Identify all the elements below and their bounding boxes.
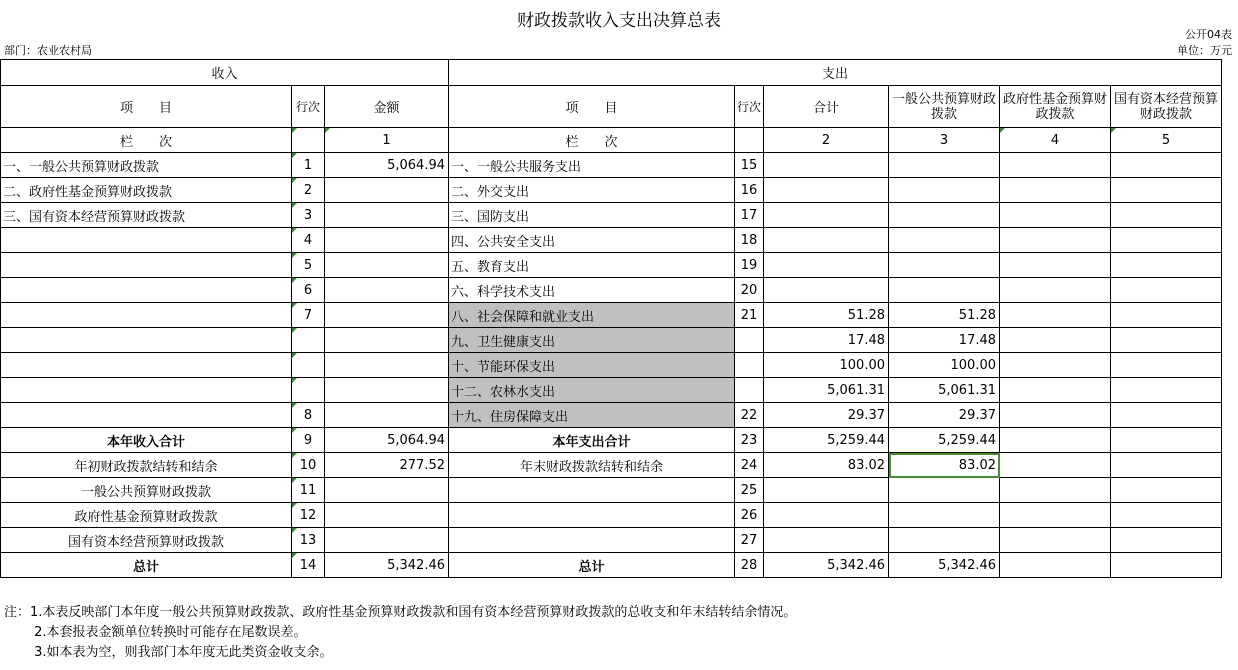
gov-fund-cell <box>1000 178 1111 203</box>
income-amount-cell: 5,064.94 <box>325 428 449 453</box>
gov-fund-cell <box>1000 403 1111 428</box>
income-item-cell <box>1 253 292 278</box>
income-item-cell <box>1 378 292 403</box>
income-rowno-cell <box>292 378 325 403</box>
expense-total-cell <box>764 153 889 178</box>
general-budget-cell <box>889 178 1000 203</box>
expense-total-cell: 83.02 <box>764 453 889 478</box>
summary-row <box>1 478 1222 503</box>
gov-fund-cell <box>1000 203 1111 228</box>
expense-rowno-cell: 25 <box>735 478 764 503</box>
table-row <box>1 278 1222 303</box>
table-row <box>1 353 1222 378</box>
income-rowno-cell: 12 <box>292 503 325 528</box>
expense-rowno-cell <box>735 378 764 403</box>
state-capital-cell <box>1111 228 1222 253</box>
state-capital-cell <box>1111 503 1222 528</box>
income-rowno-header: 行次 <box>292 86 325 128</box>
expense-rowno-cell: 22 <box>735 403 764 428</box>
general-budget-header: 一般公共预算财政拨款 <box>889 86 1000 128</box>
state-capital-cell <box>1111 153 1222 178</box>
note-line: 2.本套报表金额单位转换时可能存在尾数误差。 <box>4 625 307 640</box>
general-budget-cell <box>889 203 1000 228</box>
department-label: 部门：农业农村局 <box>4 44 92 57</box>
expense-total-cell: 5,061.31 <box>764 378 889 403</box>
expense-total-cell <box>764 528 889 553</box>
gov-fund-cell <box>1000 428 1111 453</box>
income-header: 收入 <box>1 60 449 86</box>
expense-total-cell <box>764 253 889 278</box>
general-budget-cell: 83.02 <box>889 453 1000 478</box>
income-amount-cell <box>325 203 449 228</box>
gov-fund-cell <box>1000 303 1111 328</box>
expense-rowno-cell: 19 <box>735 253 764 278</box>
table-row <box>1 228 1222 253</box>
income-item-cell: 国有资本经营预算财政拨款 <box>1 528 292 553</box>
total-header: 合计 <box>764 86 889 128</box>
income-rowno-cell: 3 <box>292 203 325 228</box>
gov-fund-cell <box>1000 553 1111 578</box>
income-rowno-cell: 6 <box>292 278 325 303</box>
gov-fund-cell <box>1000 528 1111 553</box>
expense-item-cell <box>449 503 735 528</box>
expense-rowno-cell: 23 <box>735 428 764 453</box>
unit-label: 单位：万元 <box>1177 44 1232 57</box>
note-line: 注：1.本表反映部门本年度一般公共预算财政拨款、政府性基金预算财政拨款和国有资本经营预算财政拨款的总收支和年末结转结余情况。 <box>4 605 797 620</box>
general-budget-cell: 17.48 <box>889 328 1000 353</box>
income-item-cell: 总计 <box>1 553 292 578</box>
expense-item-cell: 六、科学技术支出 <box>449 278 735 303</box>
expense-rowno-cell: 18 <box>735 228 764 253</box>
state-capital-header: 国有资本经营预算财政拨款 <box>1111 86 1222 128</box>
state-capital-cell <box>1111 428 1222 453</box>
note-line: 3.如本表为空，则我部门本年度无此类资金收支余。 <box>4 645 333 660</box>
form-number: 公开04表 <box>1185 28 1232 41</box>
income-rowno-cell: 9 <box>292 428 325 453</box>
general-budget-cell <box>889 278 1000 303</box>
table-row <box>1 178 1222 203</box>
general-budget-cell: 5,259.44 <box>889 428 1000 453</box>
expense-item-header: 项 目 <box>449 86 735 128</box>
state-capital-cell <box>1111 553 1222 578</box>
expense-rowno-cell: 16 <box>735 178 764 203</box>
income-amount-cell: 5,342.46 <box>325 553 449 578</box>
expense-item-cell: 二、外交支出 <box>449 178 735 203</box>
expense-rowno-cell: 27 <box>735 528 764 553</box>
expense-item-cell: 五、教育支出 <box>449 253 735 278</box>
general-budget-cell: 5,342.46 <box>889 553 1000 578</box>
income-amount-cell: 277.52 <box>325 453 449 478</box>
summary-row <box>1 553 1222 578</box>
income-amount-cell <box>325 478 449 503</box>
expense-item-cell: 本年支出合计 <box>449 428 735 453</box>
budget-table <box>0 59 1222 578</box>
general-budget-cell: 100.00 <box>889 353 1000 378</box>
gov-fund-header: 政府性基金预算财政拨款 <box>1000 86 1111 128</box>
income-rowno-cell: 8 <box>292 403 325 428</box>
expense-item-cell <box>449 478 735 503</box>
expense-item-cell: 年末财政拨款结转和结余 <box>449 453 735 478</box>
expense-rowno-cell: 24 <box>735 453 764 478</box>
state-capital-cell <box>1111 403 1222 428</box>
income-amount-cell <box>325 278 449 303</box>
state-capital-cell <box>1111 478 1222 503</box>
gov-fund-cell <box>1000 503 1111 528</box>
general-budget-cell: 5,061.31 <box>889 378 1000 403</box>
state-capital-cell <box>1111 253 1222 278</box>
expense-total-cell <box>764 278 889 303</box>
expense-header: 支出 <box>449 60 1222 86</box>
general-budget-cell <box>889 153 1000 178</box>
table-row <box>1 403 1222 428</box>
income-rowno-cell: 13 <box>292 528 325 553</box>
col-5-label: 5 <box>1111 128 1222 153</box>
expense-rowno-cell: 26 <box>735 503 764 528</box>
general-budget-cell <box>889 503 1000 528</box>
expense-total-cell <box>764 503 889 528</box>
gov-fund-cell <box>1000 478 1111 503</box>
income-item-cell: 本年收入合计 <box>1 428 292 453</box>
state-capital-cell <box>1111 203 1222 228</box>
summary-row <box>1 453 1222 478</box>
income-amount-cell <box>325 528 449 553</box>
expense-column-label: 栏 次 <box>449 128 735 153</box>
expense-rowno-cell: 21 <box>735 303 764 328</box>
general-budget-cell <box>889 528 1000 553</box>
income-amount-cell <box>325 503 449 528</box>
income-rowno-cell: 4 <box>292 228 325 253</box>
expense-rowno-cell: 28 <box>735 553 764 578</box>
expense-total-cell: 17.48 <box>764 328 889 353</box>
general-budget-cell <box>889 478 1000 503</box>
expense-total-cell: 51.28 <box>764 303 889 328</box>
gov-fund-cell <box>1000 453 1111 478</box>
expense-total-cell: 100.00 <box>764 353 889 378</box>
income-amount-cell <box>325 328 449 353</box>
income-rowno-cell: 5 <box>292 253 325 278</box>
table-row <box>1 328 1222 353</box>
general-budget-cell <box>889 228 1000 253</box>
expense-item-cell: 九、卫生健康支出 <box>449 328 735 353</box>
expense-item-cell: 十二、农林水支出 <box>449 378 735 403</box>
income-amount-cell: 5,064.94 <box>325 153 449 178</box>
state-capital-cell <box>1111 528 1222 553</box>
income-amount-cell <box>325 353 449 378</box>
gov-fund-cell <box>1000 278 1111 303</box>
income-item-header: 项 目 <box>1 86 292 128</box>
table-row <box>1 378 1222 403</box>
expense-total-cell: 5,259.44 <box>764 428 889 453</box>
income-amount-cell <box>325 178 449 203</box>
income-rowno-cell: 2 <box>292 178 325 203</box>
expense-rowno-cell: 17 <box>735 203 764 228</box>
income-item-cell <box>1 228 292 253</box>
income-rowno-cell: 10 <box>292 453 325 478</box>
gov-fund-cell <box>1000 328 1111 353</box>
general-budget-cell: 51.28 <box>889 303 1000 328</box>
income-column-blank <box>292 128 325 153</box>
expense-total-cell <box>764 478 889 503</box>
income-item-cell <box>1 328 292 353</box>
notes <box>4 603 796 663</box>
income-rowno-cell: 7 <box>292 303 325 328</box>
gov-fund-cell <box>1000 228 1111 253</box>
summary-row <box>1 428 1222 453</box>
expense-rowno-cell: 20 <box>735 278 764 303</box>
state-capital-cell <box>1111 378 1222 403</box>
income-item-cell: 二、政府性基金预算财政拨款 <box>1 178 292 203</box>
income-amount-cell <box>325 403 449 428</box>
income-column-label: 栏 次 <box>1 128 292 153</box>
income-rowno-cell <box>292 353 325 378</box>
income-item-cell <box>1 403 292 428</box>
income-rowno-cell: 14 <box>292 553 325 578</box>
expense-total-cell <box>764 203 889 228</box>
income-item-cell: 政府性基金预算财政拨款 <box>1 503 292 528</box>
income-amount-cell <box>325 378 449 403</box>
expense-item-cell: 十、节能环保支出 <box>449 353 735 378</box>
income-item-cell: 一、一般公共预算财政拨款 <box>1 153 292 178</box>
general-budget-cell <box>889 253 1000 278</box>
state-capital-cell <box>1111 178 1222 203</box>
income-amount-cell <box>325 228 449 253</box>
income-item-cell <box>1 278 292 303</box>
expense-total-cell <box>764 228 889 253</box>
expense-item-cell: 八、社会保障和就业支出 <box>449 303 735 328</box>
col-3-label: 3 <box>889 128 1000 153</box>
expense-item-cell: 三、国防支出 <box>449 203 735 228</box>
expense-total-cell <box>764 178 889 203</box>
col-4-label: 4 <box>1000 128 1111 153</box>
expense-rowno-cell <box>735 328 764 353</box>
expense-rowno-cell <box>735 353 764 378</box>
general-budget-cell: 29.37 <box>889 403 1000 428</box>
expense-total-cell: 29.37 <box>764 403 889 428</box>
expense-item-cell <box>449 528 735 553</box>
expense-item-cell: 总计 <box>449 553 735 578</box>
col-2-label: 2 <box>764 128 889 153</box>
income-item-cell <box>1 303 292 328</box>
table-row <box>1 303 1222 328</box>
state-capital-cell <box>1111 353 1222 378</box>
table-row <box>1 253 1222 278</box>
expense-total-cell: 5,342.46 <box>764 553 889 578</box>
income-item-cell: 年初财政拨款结转和结余 <box>1 453 292 478</box>
expense-item-cell: 四、公共安全支出 <box>449 228 735 253</box>
state-capital-cell <box>1111 453 1222 478</box>
expense-rowno-cell: 15 <box>735 153 764 178</box>
income-rowno-cell: 1 <box>292 153 325 178</box>
gov-fund-cell <box>1000 378 1111 403</box>
income-item-cell <box>1 353 292 378</box>
income-rowno-cell <box>292 328 325 353</box>
income-rowno-cell: 11 <box>292 478 325 503</box>
income-amount-header: 金额 <box>325 86 449 128</box>
income-item-cell: 一般公共预算财政拨款 <box>1 478 292 503</box>
gov-fund-cell <box>1000 353 1111 378</box>
state-capital-cell <box>1111 303 1222 328</box>
table-row <box>1 203 1222 228</box>
summary-row <box>1 503 1222 528</box>
expense-item-cell: 一、一般公共服务支出 <box>449 153 735 178</box>
expense-item-cell: 十九、住房保障支出 <box>449 403 735 428</box>
report-title: 财政拨款收入支出决算总表 <box>517 11 721 31</box>
col-1-label: 1 <box>325 128 449 153</box>
gov-fund-cell <box>1000 153 1111 178</box>
expense-column-blank <box>735 128 764 153</box>
expense-rowno-header: 行次 <box>735 86 764 128</box>
income-amount-cell <box>325 253 449 278</box>
state-capital-cell <box>1111 328 1222 353</box>
summary-row <box>1 528 1222 553</box>
table-row <box>1 153 1222 178</box>
income-item-cell: 三、国有资本经营预算财政拨款 <box>1 203 292 228</box>
income-amount-cell <box>325 303 449 328</box>
gov-fund-cell <box>1000 253 1111 278</box>
state-capital-cell <box>1111 278 1222 303</box>
